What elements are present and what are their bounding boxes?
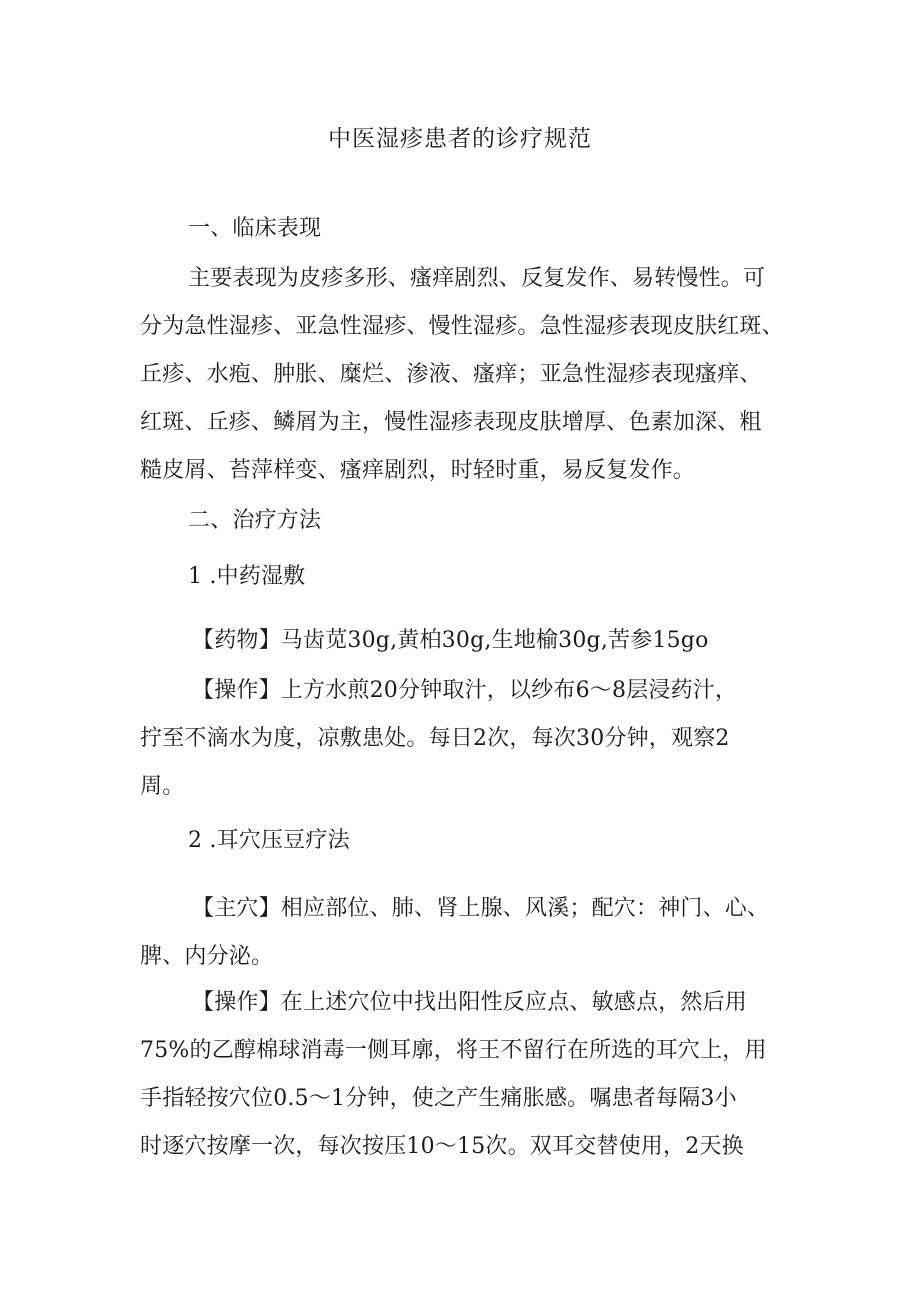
operation-line: 【操作】在上述穴位中找出阳性反应点、敏感点，然后用 [192,990,748,1015]
operation-line: 手指轻按穴位0.5～1分钟，使之产生痛胀感。嘱患者每隔3小 [140,1086,737,1111]
item-heading-wet-compress: 1 .中药湿敷 [188,564,306,589]
document-title: 中医湿疹患者的诊疗规范 [328,126,592,152]
operation-line: 75%的乙醇棉球消毒一侧耳廓，将王不留行在所选的耳穴上，用 [140,1038,767,1063]
section-heading-treatment: 二、治疗方法 [188,508,322,533]
operation-line: 【操作】上方水煎20分钟取汁，以纱布6～8层浸药汁， [192,678,738,703]
item-heading-ear-acupressure: 2 .耳穴压豆疗法 [188,828,350,853]
drug-line: 【药物】马齿苋30g,黄柏30g,生地榆30g,苦参15go [192,628,709,653]
paragraph-line: 糙皮屑、苔萍样变、瘙痒剧烈，时轻时重，易反复发作。 [140,458,696,483]
paragraph-line: 丘疹、水疱、肿胀、糜烂、渗液、瘙痒；亚急性湿疹表现瘙痒、 [140,362,762,387]
operation-line: 周。 [140,774,185,799]
operation-line: 拧至不滴水为度，凉敷患处。每日2次，每次30分钟，观察2 [140,726,730,751]
paragraph-line: 分为急性湿疹、亚急性湿疹、慢性湿疹。急性湿疹表现皮肤红斑、 [140,314,784,339]
acupoint-line: 【主穴】相应部位、肺、肾上腺、风溪；配穴：神门、心、 [192,896,770,921]
paragraph-line: 主要表现为皮疹多形、瘙痒剧烈、反复发作、易转慢性。可 [188,266,766,291]
acupoint-line: 脾、内分泌。 [140,944,274,969]
operation-line: 时逐穴按摩一次，每次按压10～15次。双耳交替使用，2天换 [140,1134,744,1159]
paragraph-line: 红斑、丘疹、鳞屑为主，慢性湿疹表现皮肤增厚、色素加深、粗 [140,410,762,435]
section-heading-clinical: 一、临床表现 [188,216,322,241]
